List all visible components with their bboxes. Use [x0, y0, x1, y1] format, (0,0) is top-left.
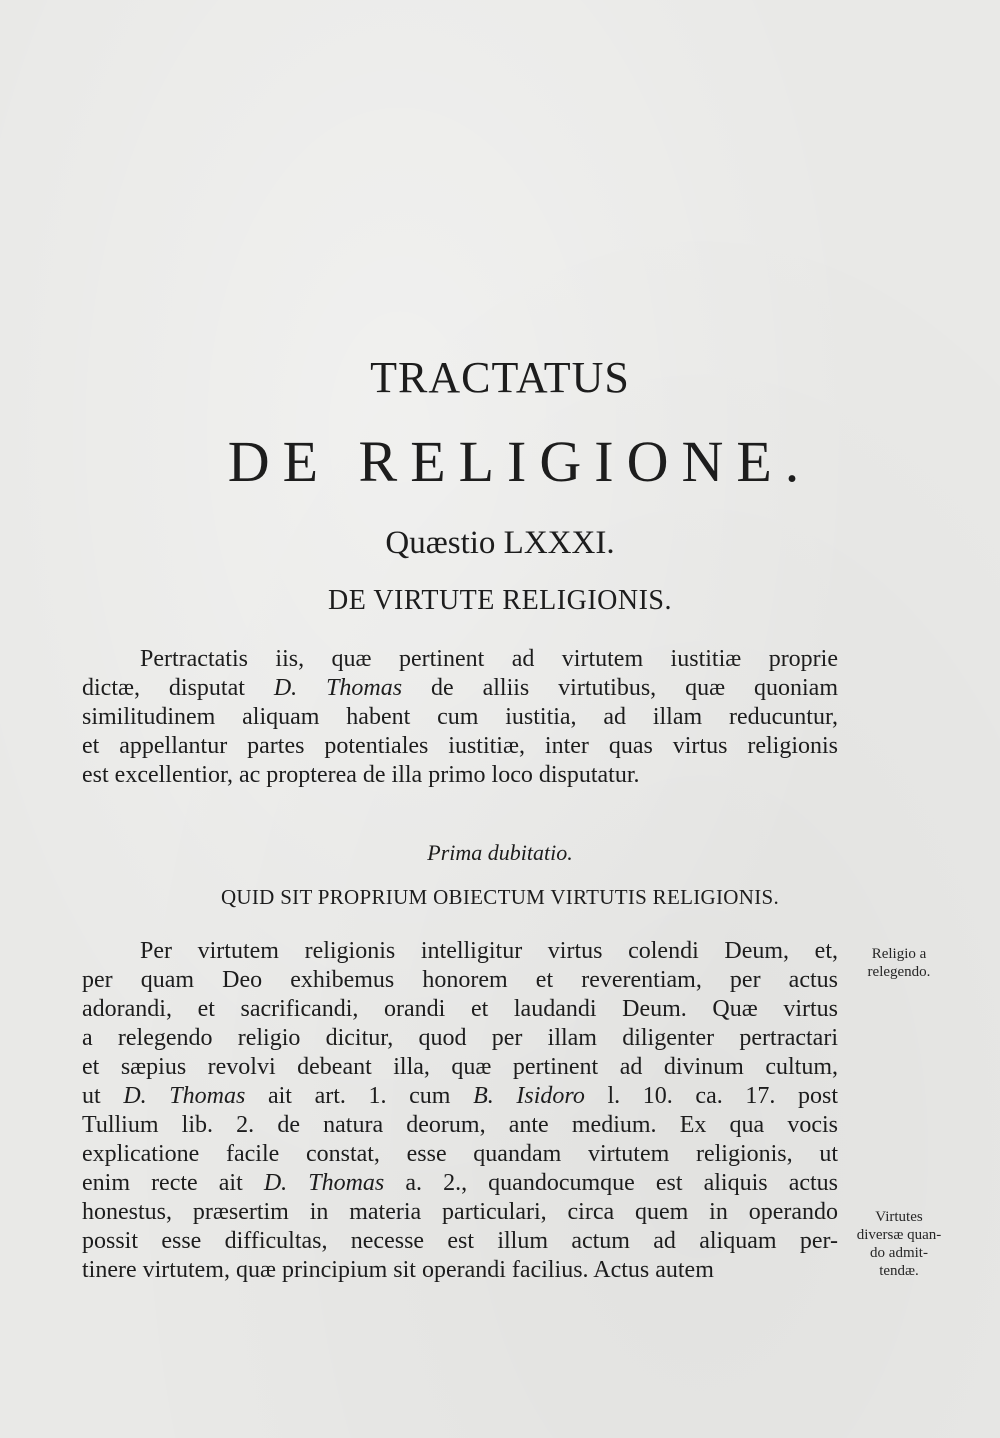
italic-name: D. Thomas	[273, 675, 403, 701]
text-line: et appellantur partes potentiales iustitiæ, inter quas virtus religionis	[82, 733, 838, 759]
text-line: Tullium lib. 2. de natura deorum, ante medium. Ex qua vocis	[82, 1112, 838, 1138]
text-line	[82, 674, 838, 703]
text-line: Per virtutem religionis intelligitur virtus colendi Deum, et,	[140, 938, 838, 964]
margin-note-line: tendæ.	[879, 1263, 919, 1279]
text-line: Pertractatis iis, quæ pertinent ad virtutem iustitiæ proprie	[140, 646, 838, 672]
margin-note-line: do admit-	[870, 1245, 928, 1261]
text-line: est excellentior, ac propterea de illa primo loco disputatur.	[82, 762, 640, 788]
tractatus-label: TRACTATUS	[370, 353, 630, 402]
margin-note-line: Religio a	[871, 946, 927, 962]
text-segment: l. 10. ca. 17. post	[584, 1083, 838, 1109]
text-segment: a. 2., quandocumque est aliquis actus	[384, 1170, 838, 1196]
intro-paragraph	[82, 645, 838, 790]
text-segment: ait art. 1. cum	[245, 1083, 474, 1109]
text-line	[82, 1169, 838, 1198]
text-line: honestus, præsertim in materia particulari, circa quem in operando	[82, 1199, 838, 1225]
text-line: adorandi, et sacrificandi, orandi et laudandi Deum. Quæ virtus	[82, 996, 838, 1022]
quaestio-title: DE VIRTUTE RELIGIONIS.	[328, 585, 672, 616]
text-line: possit esse difficultas, necesse est illum actum ad aliquam per-	[82, 1228, 838, 1254]
text-segment: de alliis virtutibus, quæ quoniam	[402, 675, 838, 701]
italic-name: D. Thomas	[123, 1083, 246, 1109]
margin-note-virtutes	[838, 1208, 960, 1280]
text-segment: ut	[82, 1083, 124, 1109]
tractatus-subject: DE RELIGIONE.	[227, 429, 813, 494]
quaestio-heading: Quæstio LXXXI.	[385, 525, 615, 561]
text-line	[82, 1082, 838, 1111]
margin-note-line: Virtutes	[875, 1209, 923, 1225]
italic-name: B. Isidoro	[473, 1083, 585, 1109]
margin-note-line: diversæ quan-	[856, 1227, 942, 1243]
text-line: et sæpius revolvi debeant illa, quæ pertinent ad divinum cultum,	[82, 1054, 838, 1080]
text-line: a relegendo religio dicitur, quod per illam diligenter pertractari	[82, 1025, 838, 1051]
italic-name: D. Thomas	[263, 1170, 385, 1196]
text-segment: enim recte ait	[82, 1170, 264, 1196]
text-segment: dictæ, disputat	[82, 675, 274, 701]
text-line: per quam Deo exhibemus honorem et reverentiam, per actus	[82, 967, 838, 993]
show-through-texture	[60, 85, 940, 105]
text-line: explicatione facile constat, esse quandam virtutem religionis, ut	[82, 1141, 838, 1167]
margin-note-line: relegendo.	[867, 964, 931, 980]
text-line: tinere virtutem, quæ principium sit operandi facilius. Actus autem	[82, 1257, 714, 1283]
margin-note-religio	[838, 945, 960, 981]
main-paragraph	[82, 937, 838, 1285]
dubitatio-label: Prima dubitatio.	[427, 840, 573, 865]
text-line: similitudinem aliquam habent cum iustitia, ad illam reducuntur,	[82, 704, 838, 730]
dubitatio-title: QUID SIT PROPRIUM OBIECTUM VIRTUTIS RELIGIONIS.	[220, 885, 780, 909]
